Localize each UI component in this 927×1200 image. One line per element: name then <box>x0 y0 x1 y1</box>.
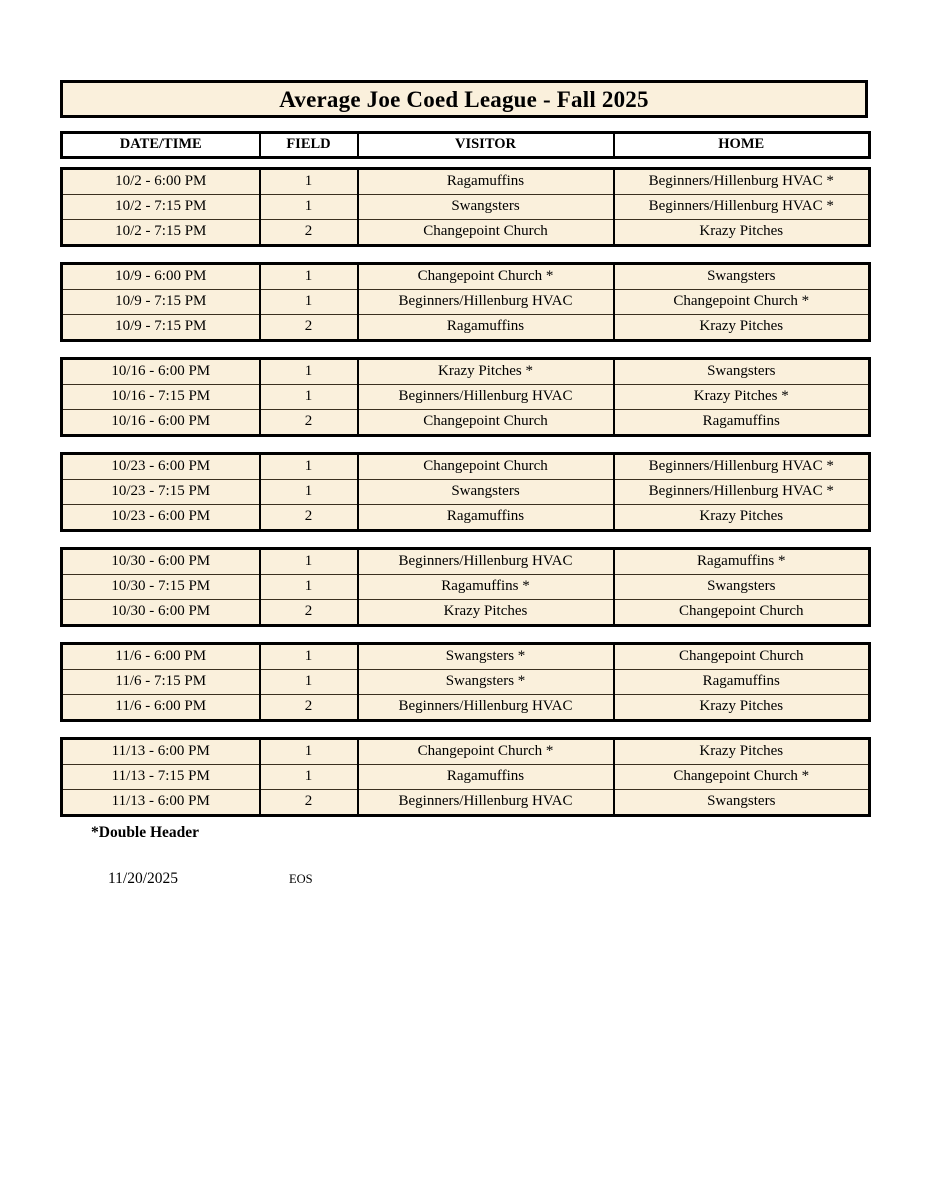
table-row <box>62 790 870 816</box>
cell-datetime: 11/6 - 6:00 PM <box>62 695 260 721</box>
cell-datetime: 11/13 - 6:00 PM <box>62 790 260 816</box>
cell-datetime: 10/2 - 7:15 PM <box>62 195 260 220</box>
cell-datetime: 10/2 - 6:00 PM <box>62 169 260 195</box>
week-block <box>60 452 871 532</box>
week-block <box>60 642 871 722</box>
cell-field: 1 <box>260 195 358 220</box>
cell-field: 1 <box>260 480 358 505</box>
cell-visitor: Krazy Pitches <box>358 600 614 626</box>
table-row <box>62 359 870 385</box>
cell-field: 2 <box>260 790 358 816</box>
footer-row <box>108 870 608 892</box>
cell-home: Beginners/Hillenburg HVAC * <box>614 169 870 195</box>
cell-datetime: 10/9 - 7:15 PM <box>62 315 260 341</box>
cell-home: Krazy Pitches <box>614 739 870 765</box>
week-block <box>60 547 871 627</box>
schedule-table-container <box>60 131 868 832</box>
cell-field: 2 <box>260 600 358 626</box>
table-row <box>62 195 870 220</box>
cell-datetime: 11/13 - 6:00 PM <box>62 739 260 765</box>
table-row <box>62 670 870 695</box>
cell-datetime: 10/16 - 6:00 PM <box>62 410 260 436</box>
cell-visitor: Ragamuffins <box>358 765 614 790</box>
cell-datetime: 11/13 - 7:15 PM <box>62 765 260 790</box>
document-title-banner <box>60 80 868 118</box>
cell-home: Swangsters <box>614 575 870 600</box>
cell-datetime: 10/23 - 7:15 PM <box>62 480 260 505</box>
table-row <box>62 315 870 341</box>
cell-home: Krazy Pitches <box>614 695 870 721</box>
cell-visitor: Changepoint Church <box>358 410 614 436</box>
cell-visitor: Swangsters * <box>358 644 614 670</box>
table-row <box>62 644 870 670</box>
table-row <box>62 290 870 315</box>
cell-datetime: 10/30 - 6:00 PM <box>62 549 260 575</box>
cell-field: 1 <box>260 549 358 575</box>
cell-datetime: 10/16 - 7:15 PM <box>62 385 260 410</box>
cell-datetime: 11/6 - 6:00 PM <box>62 644 260 670</box>
cell-field: 1 <box>260 264 358 290</box>
cell-field: 1 <box>260 739 358 765</box>
cell-datetime: 10/9 - 6:00 PM <box>62 264 260 290</box>
table-row <box>62 765 870 790</box>
cell-field: 1 <box>260 765 358 790</box>
cell-datetime: 10/2 - 7:15 PM <box>62 220 260 246</box>
cell-visitor: Beginners/Hillenburg HVAC <box>358 790 614 816</box>
cell-datetime: 10/9 - 7:15 PM <box>62 290 260 315</box>
cell-home: Beginners/Hillenburg HVAC * <box>614 480 870 505</box>
table-row <box>62 454 870 480</box>
cell-field: 1 <box>260 575 358 600</box>
cell-field: 1 <box>260 670 358 695</box>
week-block <box>60 167 871 247</box>
double-header-legend: *Double Header <box>91 824 200 841</box>
cell-home: Beginners/Hillenburg HVAC * <box>614 195 870 220</box>
cell-home: Changepoint Church <box>614 644 870 670</box>
table-row <box>62 695 870 721</box>
cell-field: 1 <box>260 290 358 315</box>
cell-field: 2 <box>260 505 358 531</box>
cell-field: 1 <box>260 359 358 385</box>
cell-home: Beginners/Hillenburg HVAC * <box>614 454 870 480</box>
cell-visitor: Krazy Pitches * <box>358 359 614 385</box>
cell-visitor: Beginners/Hillenburg HVAC <box>358 549 614 575</box>
cell-home: Swangsters <box>614 359 870 385</box>
table-row <box>62 220 870 246</box>
cell-home: Changepoint Church * <box>614 290 870 315</box>
page-title: Average Joe Coed League - Fall 2025 <box>279 86 649 112</box>
cell-visitor: Ragamuffins * <box>358 575 614 600</box>
table-row <box>62 385 870 410</box>
week-block <box>60 262 871 342</box>
cell-visitor: Swangsters <box>358 480 614 505</box>
table-row <box>62 264 870 290</box>
column-header-home: HOME <box>614 133 870 158</box>
cell-home: Krazy Pitches <box>614 220 870 246</box>
cell-datetime: 10/30 - 6:00 PM <box>62 600 260 626</box>
cell-home: Changepoint Church <box>614 600 870 626</box>
cell-home: Ragamuffins <box>614 410 870 436</box>
cell-visitor: Changepoint Church * <box>358 264 614 290</box>
week-block <box>60 737 871 817</box>
cell-field: 2 <box>260 315 358 341</box>
cell-home: Swangsters <box>614 790 870 816</box>
cell-visitor: Changepoint Church * <box>358 739 614 765</box>
table-row <box>62 549 870 575</box>
cell-datetime: 10/16 - 6:00 PM <box>62 359 260 385</box>
cell-home: Ragamuffins * <box>614 549 870 575</box>
cell-visitor: Ragamuffins <box>358 169 614 195</box>
cell-home: Swangsters <box>614 264 870 290</box>
cell-field: 2 <box>260 410 358 436</box>
cell-field: 1 <box>260 644 358 670</box>
column-header-datetime: DATE/TIME <box>62 133 260 158</box>
cell-field: 1 <box>260 169 358 195</box>
footer-date: 11/20/2025 <box>108 870 179 887</box>
cell-datetime: 10/30 - 7:15 PM <box>62 575 260 600</box>
cell-visitor: Beginners/Hillenburg HVAC <box>358 290 614 315</box>
cell-home: Krazy Pitches <box>614 505 870 531</box>
cell-visitor: Beginners/Hillenburg HVAC <box>358 385 614 410</box>
cell-datetime: 10/23 - 6:00 PM <box>62 454 260 480</box>
cell-visitor: Beginners/Hillenburg HVAC <box>358 695 614 721</box>
table-row <box>62 575 870 600</box>
table-row <box>62 739 870 765</box>
cell-home: Ragamuffins <box>614 670 870 695</box>
cell-visitor: Ragamuffins <box>358 505 614 531</box>
cell-datetime: 10/23 - 6:00 PM <box>62 505 260 531</box>
cell-home: Krazy Pitches * <box>614 385 870 410</box>
column-header-row <box>62 133 870 158</box>
cell-field: 2 <box>260 220 358 246</box>
footer-note: EOS <box>289 872 313 886</box>
table-row <box>62 480 870 505</box>
cell-home: Krazy Pitches <box>614 315 870 341</box>
cell-visitor: Swangsters <box>358 195 614 220</box>
column-header-field: FIELD <box>260 133 358 158</box>
week-block <box>60 357 871 437</box>
table-row <box>62 410 870 436</box>
cell-visitor: Swangsters * <box>358 670 614 695</box>
cell-field: 1 <box>260 385 358 410</box>
week-blocks-container <box>60 167 868 817</box>
table-row <box>62 600 870 626</box>
cell-datetime: 11/6 - 7:15 PM <box>62 670 260 695</box>
cell-field: 1 <box>260 454 358 480</box>
cell-visitor: Ragamuffins <box>358 315 614 341</box>
column-header-table <box>60 131 871 159</box>
cell-field: 2 <box>260 695 358 721</box>
table-row <box>62 169 870 195</box>
column-header-visitor: VISITOR <box>358 133 614 158</box>
table-row <box>62 505 870 531</box>
cell-visitor: Changepoint Church <box>358 454 614 480</box>
cell-home: Changepoint Church * <box>614 765 870 790</box>
cell-visitor: Changepoint Church <box>358 220 614 246</box>
